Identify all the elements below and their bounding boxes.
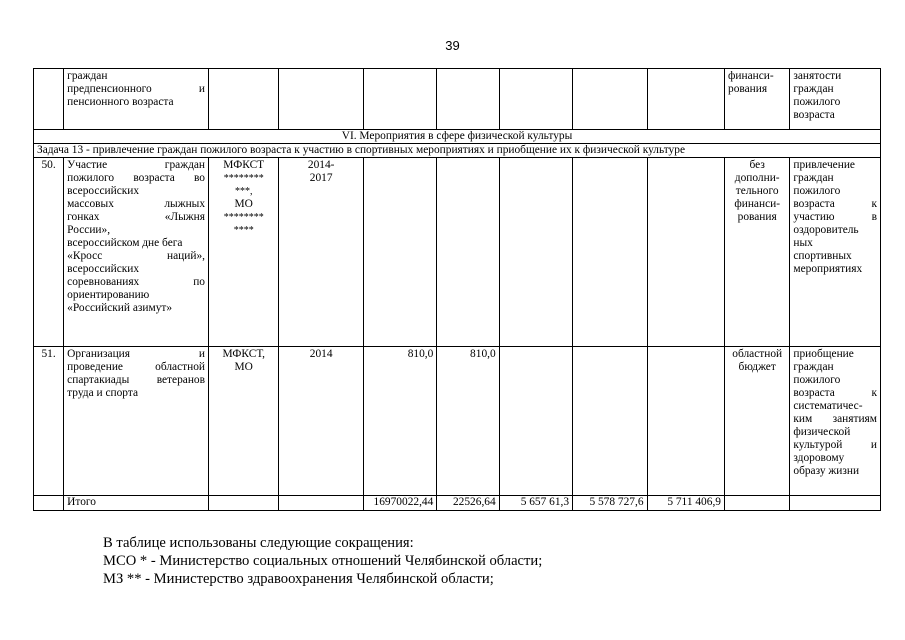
text-line: ориентированию xyxy=(67,289,150,301)
text-line: физической xyxy=(793,426,851,438)
text-line: «Кросс наций», xyxy=(67,250,206,262)
cell-num xyxy=(34,69,64,130)
cell-source xyxy=(725,69,790,130)
table-row xyxy=(34,158,881,347)
cell-total: 810,0 xyxy=(363,347,436,496)
text-line: МО xyxy=(234,361,253,373)
text-line: граждан xyxy=(793,172,834,184)
cell-num: 51. xyxy=(34,347,64,496)
cell-name xyxy=(64,347,209,496)
cell-2014 xyxy=(437,69,499,130)
text-line: пожилого возраста во xyxy=(67,172,206,184)
cell-2017 xyxy=(647,347,724,496)
text-line: 2017 xyxy=(309,172,333,184)
abbreviations-notes xyxy=(103,534,542,588)
text-line: ***, xyxy=(234,186,253,197)
text-line: пожилого xyxy=(793,185,841,197)
text-line: финанси- xyxy=(728,70,774,82)
cell-2015 xyxy=(499,69,572,130)
text-line: здоровому xyxy=(793,452,845,464)
measures-table xyxy=(33,68,881,511)
text-line: 2014 xyxy=(309,348,333,360)
text-line: соревнованиях по xyxy=(67,276,206,288)
task-heading-row xyxy=(34,144,881,158)
cell-total xyxy=(363,158,436,347)
text-line: граждан xyxy=(67,70,108,82)
cell-2016 xyxy=(573,158,647,347)
text-line: дополни- xyxy=(734,172,780,184)
text-line: ных xyxy=(793,237,813,249)
text-line: проведение областной xyxy=(67,361,206,373)
cell-2014 xyxy=(437,158,499,347)
text-line: мероприятиях xyxy=(793,263,863,275)
text-line: образу жизни xyxy=(793,465,860,477)
cell-executor xyxy=(209,347,279,496)
text-line: труда и спорта xyxy=(67,387,139,399)
section-heading: VI. Мероприятия в сфере физической культуры xyxy=(34,130,881,144)
text-line: Организация и xyxy=(67,348,206,360)
cell-2015 xyxy=(499,347,572,496)
text-line: тельного xyxy=(735,185,779,197)
note-item: МСО * - Министерство социальных отношений Челябинской области; xyxy=(103,553,543,569)
cell-result xyxy=(790,496,881,511)
cell-name xyxy=(64,69,209,130)
table-row xyxy=(34,347,881,496)
text-line: возраста к xyxy=(793,387,877,399)
cell-executor xyxy=(209,69,279,130)
text-line: массовых лыжных xyxy=(67,198,206,210)
text-line: привлечение xyxy=(793,159,855,171)
notes-intro: В таблице использованы следующие сокращения: xyxy=(103,535,414,551)
text-line: ******** xyxy=(223,212,264,223)
total-row xyxy=(34,496,881,511)
text-line: пожилого xyxy=(793,96,841,108)
cell-2016 xyxy=(573,347,647,496)
cell-2015 xyxy=(499,158,572,347)
text-line: **** xyxy=(233,225,254,236)
text-line: участию в xyxy=(793,211,877,223)
cell-result xyxy=(790,69,881,130)
cell-2014: 810,0 xyxy=(437,347,499,496)
note-item: МЗ ** - Министерство здравоохранения Челябинской области; xyxy=(103,571,494,587)
text-line: всероссийских xyxy=(67,263,140,275)
cell-total xyxy=(363,69,436,130)
text-line: приобщение xyxy=(793,348,854,360)
total-2015: 5 657 61,3 xyxy=(499,496,572,511)
cell-num xyxy=(34,496,64,511)
text-line: возраста xyxy=(793,109,835,121)
cell-name xyxy=(64,158,209,347)
cell-result xyxy=(790,347,881,496)
table-row-continued xyxy=(34,69,881,130)
text-line: без xyxy=(749,159,765,171)
text-line: оздоровитель xyxy=(793,224,859,236)
cell-source xyxy=(725,347,790,496)
task-heading: Задача 13 - привлечение граждан пожилого возраста к участию в спортивных мероприятиях и приобщение их к физической культуре xyxy=(34,144,881,158)
text-line: бюджет xyxy=(738,361,776,373)
text-line: МФКСТ xyxy=(223,159,265,171)
total-2014: 22526,64 xyxy=(437,496,499,511)
total-label: Итого xyxy=(64,496,209,511)
text-line: Участие граждан xyxy=(67,159,206,171)
text-line: возраста к xyxy=(793,198,877,210)
text-line: спортивных xyxy=(793,250,852,262)
text-line: России», xyxy=(67,224,111,236)
total-2016: 5 578 727,6 xyxy=(573,496,647,511)
text-line: ким занятиям xyxy=(793,413,877,425)
text-line: занятости xyxy=(793,70,842,82)
cell-period xyxy=(279,69,363,130)
text-line: рования xyxy=(737,211,777,223)
text-line: спартакиады ветеранов xyxy=(67,374,206,386)
text-line: МО xyxy=(234,198,253,210)
section-heading-row xyxy=(34,130,881,144)
total-sum: 16970022,44 xyxy=(363,496,436,511)
cell-source xyxy=(725,158,790,347)
text-line: 2014- xyxy=(307,159,335,171)
cell-period xyxy=(279,496,363,511)
text-line: граждан xyxy=(793,361,834,373)
text-line: пожилого xyxy=(793,374,841,386)
text-line: рования xyxy=(728,83,768,95)
text-line: граждан xyxy=(793,83,834,95)
cell-period xyxy=(279,347,363,496)
cell-source xyxy=(725,496,790,511)
text-line: областной xyxy=(732,348,783,360)
cell-executor xyxy=(209,496,279,511)
text-line: предпенсионного и xyxy=(67,83,206,95)
text-line: ******** xyxy=(223,173,264,184)
text-line: гонках «Лыжня xyxy=(67,211,206,223)
page-number: 39 xyxy=(445,38,460,53)
text-line: культурой и xyxy=(793,439,877,451)
cell-2017 xyxy=(647,158,724,347)
cell-period xyxy=(279,158,363,347)
cell-2016 xyxy=(573,69,647,130)
text-line: «Российский азимут» xyxy=(67,302,173,314)
text-line: систематичес- xyxy=(793,400,863,412)
cell-num: 50. xyxy=(34,158,64,347)
text-line: пенсионного возраста xyxy=(67,96,174,108)
cell-executor xyxy=(209,158,279,347)
total-2017: 5 711 406,9 xyxy=(647,496,724,511)
text-line: всероссийских xyxy=(67,185,140,197)
cell-result xyxy=(790,158,881,347)
text-line: всероссийском дне бега xyxy=(67,237,183,249)
text-line: МФКСТ, xyxy=(222,348,265,360)
text-line: финанси- xyxy=(734,198,781,210)
cell-2017 xyxy=(647,69,724,130)
